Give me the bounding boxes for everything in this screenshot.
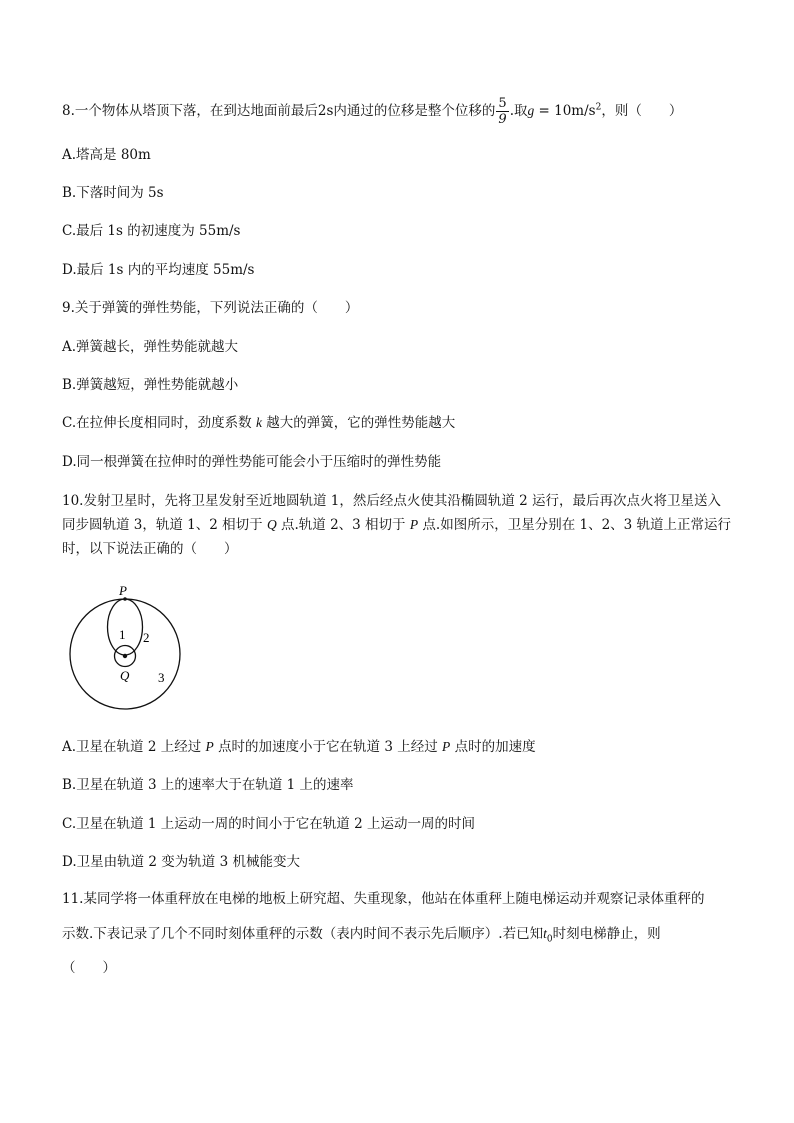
q9-option-d[interactable]: D.同一根弹簧在拉伸时的弹性势能可能会小于压缩时的弹性势能 [62,454,442,470]
q8-stem-end: ，则（ ） [601,103,683,119]
t0-symbol: t [543,926,547,941]
q11-stem-text: 示数.下表记录了几个不同时刻体重秤的示数（表内时间不表示先后顺序）.若已知 [62,926,544,942]
q9-option-c-text-end: 越大的弹簧，它的弹性势能越大 [266,415,456,431]
q10-option-a[interactable] [62,737,536,757]
q8-option-a[interactable]: A.塔高是 80m [62,147,151,163]
q11-stem-line2 [62,924,661,950]
label-orbit-3: 3 [158,670,165,685]
q10-stem-text: 点.轨道 2、3 相切于 [281,517,406,533]
q10-stem-text: 同步圆轨道 3，轨道 1、2 相切于 [62,517,263,533]
q8-stem [62,96,682,127]
q10-stem-text: 点.如图所示，卫星分别在 1、2、3 轨道上正常运行 [422,517,732,533]
fraction-denominator: 9 [498,112,507,127]
p-point-symbol: P [409,517,419,532]
label-p: P [119,583,127,598]
q10-option-b[interactable]: B.卫星在轨道 3 上的速率大于在轨道 1 上的速率 [62,777,354,793]
q8-fraction [496,96,508,127]
label-orbit-2: 2 [143,630,150,645]
q8-stem-take: .取 [509,103,528,119]
q9-stem: 9.关于弹簧的弹性势能，下列说法正确的（ ） [62,300,359,316]
q-point-symbol: Q [266,517,277,532]
q8-stem-text: 8.一个物体从塔顶下落，在到达地面前最后2s内通过的位移是整个位移的 [62,103,496,119]
q8-option-b[interactable]: B.下落时间为 5s [62,185,164,201]
q11-stem-text: 时刻电梯静止，则 [552,926,661,942]
q10-option-c[interactable]: C.卫星在轨道 1 上运动一周的时间小于它在轨道 2 上运动一周的时间 [62,816,475,832]
fraction-numerator: 5 [498,96,507,111]
q10-stem-line2 [62,515,731,535]
q8-option-c[interactable]: C.最后 1s 的初速度为 55m/s [62,223,241,239]
q8-option-d[interactable]: D.最后 1s 内的平均速度 55m/s [62,262,255,278]
p-point-symbol: P [442,739,451,754]
p-point-symbol: P [205,739,214,754]
q9-option-c-text: C.在拉伸长度相同时，劲度系数 [62,415,252,431]
q11-stem-line3: （ ） [62,960,116,976]
q10-stem-line3: 时，以下说法正确的（ ） [62,541,238,557]
q10-stem-line1: 10.发射卫星时，先将卫星发射至近地圆轨道 1，然后经点火使其沿椭圆轨道 2 运行，最后再次点火将卫星送入 [62,493,722,509]
q8-g-symbol: g [527,103,535,118]
q8-g-exponent: 2 [595,102,602,113]
q9-option-c[interactable] [62,413,455,433]
q9-option-a[interactable]: A.弹簧越长，弹性势能就越大 [62,339,239,355]
label-q: Q [120,668,130,683]
q10-option-a-text: A.卫星在轨道 2 上经过 [62,739,202,755]
label-orbit-1: 1 [119,627,126,642]
q10-option-a-text: 点时的加速度小于它在轨道 3 上经过 [218,739,438,755]
q11-stem-line1: 11.某同学将一体重秤放在电梯的地板上研究超、失重现象，他站在体重秤上随电梯运动并观察记录体重秤的 [62,891,705,907]
q9-option-b[interactable]: B.弹簧越短，弹性势能就越小 [62,377,239,393]
k-symbol: k [255,415,262,430]
q10-option-a-text: 点时的加速度 [454,739,536,755]
q10-option-d[interactable]: D.卫星由轨道 2 变为轨道 3 机械能变大 [62,854,300,870]
earth-center-dot [123,654,127,658]
q8-g-value: = 10m/s [534,103,596,119]
orbit-diagram [62,580,192,710]
t0-subscript: 0 [546,934,553,945]
